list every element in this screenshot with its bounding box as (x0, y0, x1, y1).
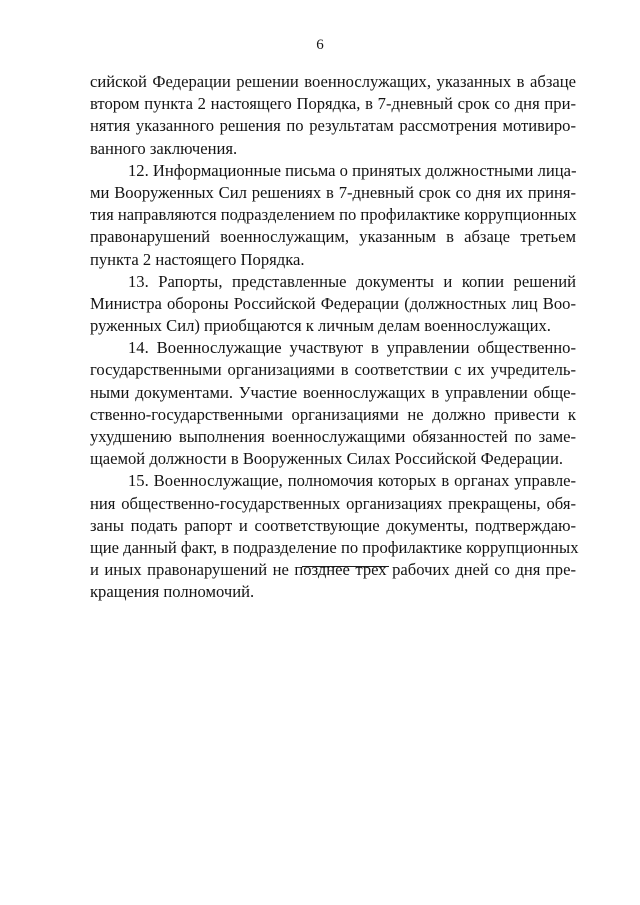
text-line: сийской Федерации решении военнослужащих, указанных в абзаце (90, 72, 576, 91)
document-body (90, 71, 579, 604)
end-of-document-rule (302, 566, 389, 567)
text-line: нятия указанного решения по результатам рассмотрения мотивиро- (90, 116, 576, 136)
text-line: пункта 2 настоящего Порядка. (90, 249, 305, 269)
text-line: и иных правонарушений не позднее трех рабочих дней со дня пре- (90, 560, 576, 580)
text-line: 12. Информационные письма о принятых должностными лица- (128, 160, 577, 180)
text-line: ухудшению выполнения военнослужащими обязанностей по заме- (90, 427, 576, 446)
paragraph-15 (90, 470, 579, 603)
text-line: государственными организациями в соответствии с их учредитель- (90, 360, 576, 380)
text-line: ными документами. Участие военнослужащих в управлении обще- (90, 382, 576, 402)
text-line: тия направляются подразделением по профилактике коррупционных (90, 205, 577, 225)
paragraph-12 (90, 160, 576, 271)
text-line: ния общественно-государственных организациях прекращены, обя- (90, 493, 576, 513)
text-line: кращения полномочий. (90, 582, 255, 602)
text-line: заны подать рапорт и соответствующие документы, подтверждаю- (90, 515, 576, 535)
text-line: 15. Военнослужащие, полномочия которых в органах управле- (128, 471, 576, 491)
text-line: ственно-государственными организациями не должно привести к (90, 404, 576, 424)
text-line: Министра обороны Российской Федерации (должностных лиц Воо- (90, 293, 576, 313)
paragraph-13 (90, 271, 576, 338)
paragraph-continuation (90, 71, 576, 160)
text-line: втором пункта 2 настоящего Порядка, в 7-дневный срок со дня при- (90, 94, 576, 114)
text-line: 14. Военнослужащие участвуют в управлении общественно- (128, 338, 576, 358)
paragraph-14 (90, 337, 576, 470)
page-number: 6 (316, 37, 324, 53)
text-line: руженных Сил) приобщаются к личным делам военнослужащих. (90, 316, 551, 336)
text-line: щаемой должности в Вооруженных Силах Российской Федерации. (90, 449, 564, 469)
text-line: ванного заключения. (90, 138, 238, 158)
text-line: правонарушений военнослужащим, указанным в абзаце третьем (90, 227, 576, 247)
text-line: щие данный факт, в подразделение по профилактике коррупционных (90, 537, 579, 557)
text-line: 13. Рапорты, представленные документы и копии решений (128, 271, 576, 291)
text-line: ми Вооруженных Сил решениях в 7-дневный срок со дня их приня- (90, 182, 576, 202)
